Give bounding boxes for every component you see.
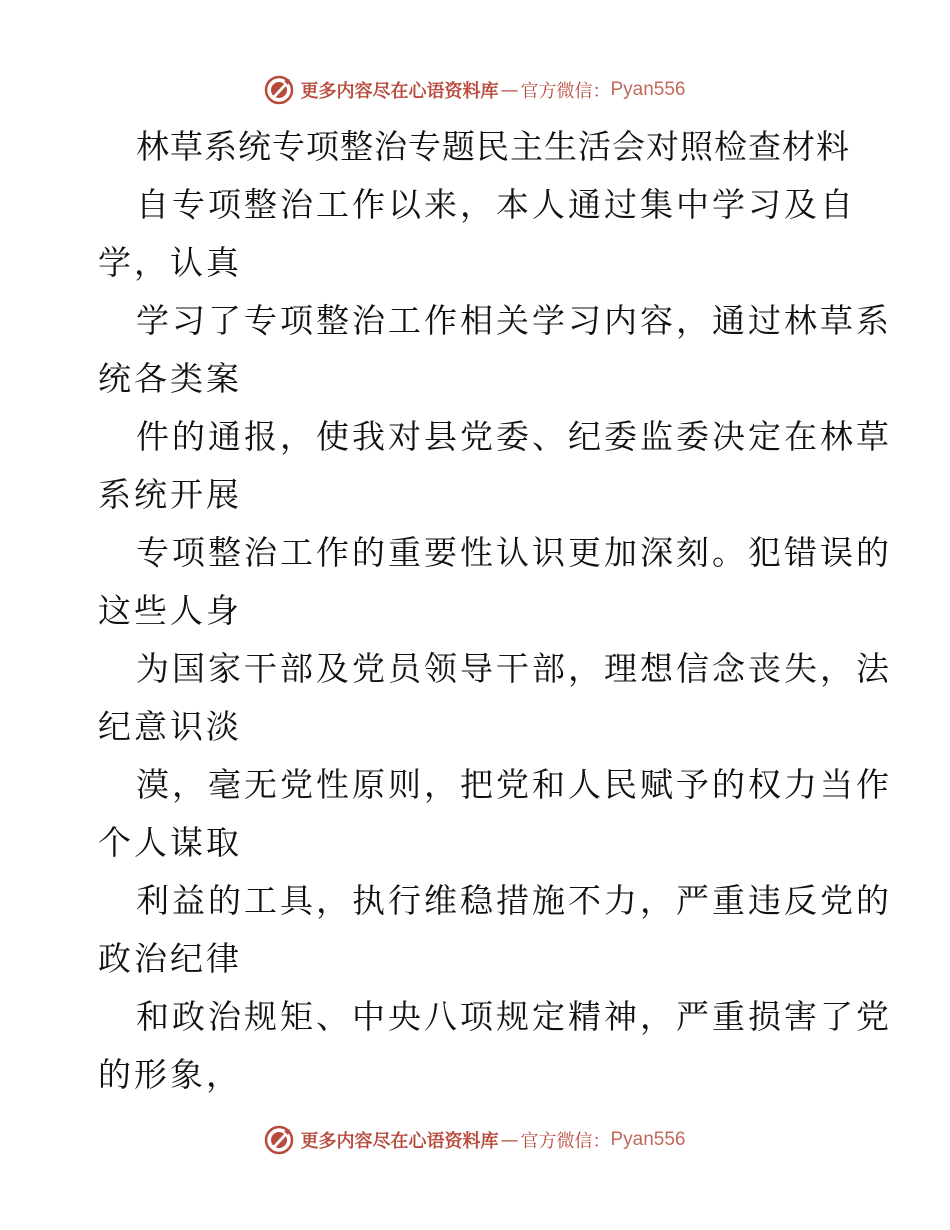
document-title: 林草系统专项整治专题民主生活会对照检查材料 — [136, 127, 850, 166]
text-line: 专项整治工作的重要性认识更加深刻。犯错误的 — [136, 533, 892, 572]
text-line: 学，认真 — [98, 243, 242, 282]
quill-pen-logo-icon — [264, 75, 294, 105]
text-line: 自专项整治工作以来，本人通过集中学习及自 — [136, 185, 856, 224]
text-line: 为国家干部及党员领导干部，理想信念丧失，法 — [136, 649, 892, 688]
footer-banner — [0, 1120, 950, 1160]
footer-slogan: 更多内容尽在心语资料库 — [300, 1131, 499, 1152]
footer-wechat-id: Pyan556 — [610, 1129, 686, 1150]
footer-separator: — — [500, 1129, 519, 1151]
document-body — [98, 118, 892, 1104]
text-line: 统各类案 — [98, 359, 242, 398]
text-line: 系统开展 — [98, 475, 242, 514]
text-line: 漠，毫无党性原则，把党和人民赋予的权力当作 — [136, 765, 892, 804]
text-line: 学习了专项整治工作相关学习内容，通过林草系 — [136, 301, 892, 340]
header-wechat-label: 官方微信： — [520, 81, 611, 102]
text-line: 政治纪律 — [98, 939, 242, 978]
header-wechat-id: Pyan556 — [610, 79, 686, 100]
footer-wechat-label: 官方微信： — [520, 1131, 611, 1152]
header-separator: — — [500, 79, 519, 101]
text-line: 利益的工具，执行维稳措施不力，严重违反党的 — [136, 881, 892, 920]
header-banner — [0, 70, 950, 110]
text-line: 的形象， — [98, 1055, 242, 1094]
text-line: 这些人身 — [98, 591, 242, 630]
text-line: 纪意识淡 — [98, 707, 242, 746]
quill-pen-logo-icon — [264, 1125, 294, 1155]
text-line: 个人谋取 — [98, 823, 242, 862]
header-slogan: 更多内容尽在心语资料库 — [300, 81, 499, 102]
text-line: 件的通报，使我对县党委、纪委监委决定在林草 — [136, 417, 892, 456]
text-line: 和政治规矩、中央八项规定精神，严重损害了党 — [136, 997, 892, 1036]
